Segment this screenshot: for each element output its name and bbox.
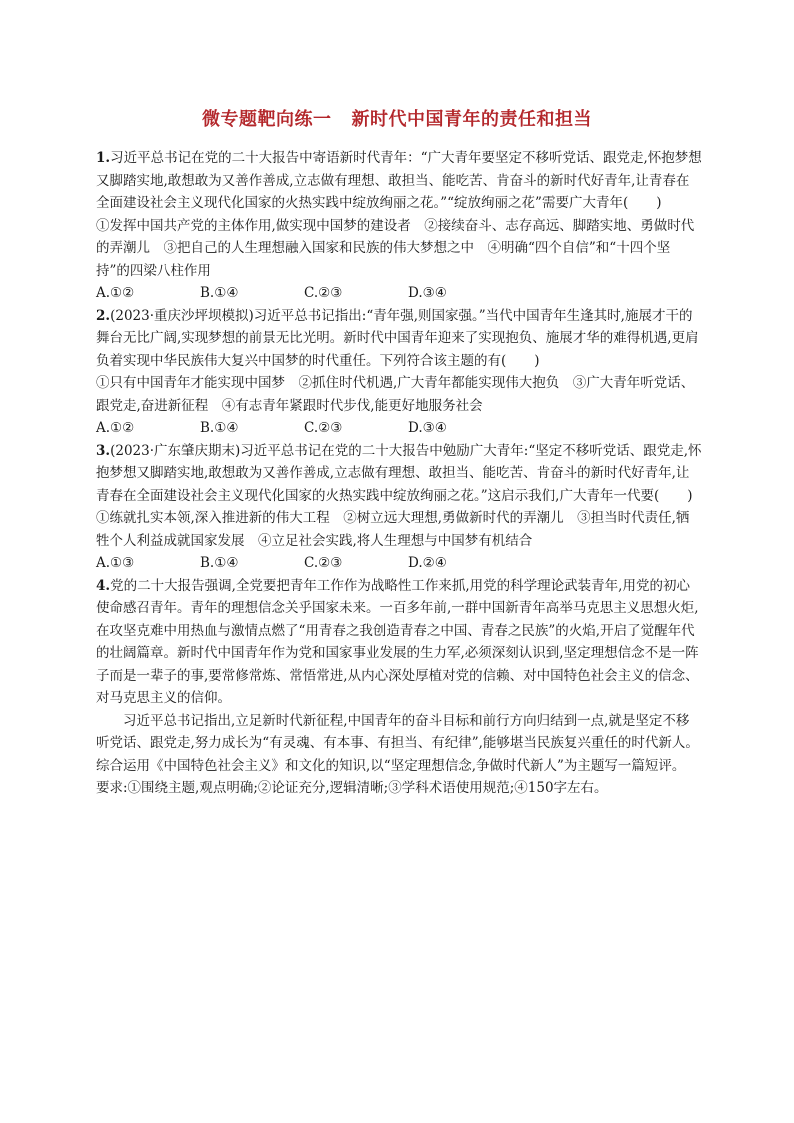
title-series: 微专题靶向练一 [202, 109, 332, 130]
question-number: 2. [96, 307, 111, 324]
question-number: 1. [96, 150, 111, 166]
choice-a: A.①② [96, 420, 135, 436]
material-paragraph-1: 4.党的二十大报告强调,全党要把青年工作作为战略性工作来抓,用党的科学理论武装青年,用党的初心使命感召青年。青年的理想信念关乎国家未来。一百多年前,一群中国新青年高举马克思主义思想火炬,在攻坚克难中用热血与激情点燃了“用青春之我创造青春之中国、青春之民族”的火焰,开启了觉醒年代的壮阔篇章。新时代中国青年作为党和国家事业发展的生力军,必须深刻认识到,坚定理想信念不是一阵子而是一辈子的事,要常修常炼、常悟常进,从内心深处厚植对党的信赖、对中国特色社会主义的信念、对马克思主义的信仰。 [96, 577, 699, 706]
choice-d: D.③④ [408, 285, 447, 301]
question-1 [96, 147, 702, 305]
choice-d: D.②④ [408, 555, 447, 571]
choice-c: C.②③ [304, 420, 343, 436]
answer-choices [96, 282, 702, 305]
title-topic: 新时代中国青年的责任和担当 [351, 109, 592, 130]
choice-c: C.②③ [304, 555, 343, 571]
question-list [96, 147, 702, 800]
question-options: ①只有中国青年才能实现中国梦 ②抓住时代机遇,广大青年都能实现伟大抱负 ③广大青年听党话、跟党走,奋进新征程 ④有志青年紧跟时代步伐,能更好地服务社会 [96, 375, 695, 414]
question-2 [96, 305, 702, 440]
material-paragraph-2: 习近平总书记指出,立足新时代新征程,中国青年的奋斗目标和前行方向归结到一点,就是坚定不移听党话、跟党走,努力成长为“有灵魂、有本事、有担当、有纪律”,能够堪当民族复兴重任的时代新人。 [96, 712, 699, 751]
question-number: 3. [96, 442, 111, 459]
writing-requirements: 要求:①围绕主题,观点明确;②论证充分,逻辑清晰;③学科术语使用规范;④150字左右。 [96, 780, 608, 796]
page-title [0, 105, 794, 135]
choice-b: B.①④ [200, 285, 239, 301]
choice-b: B.①④ [200, 420, 239, 436]
question-stem: 1.习近平总书记在党的二十大报告中寄语新时代青年：“广大青年要坚定不移听党话、跟党走,怀抱梦想又脚踏实地,敢想敢为又善作善成,立志做有理想、敢担当、能吃苦、肯奋斗的新时代好青年,让青春在全面建设社会主义现代化国家的火热实践中绽放绚丽之花。”“绽放绚丽之花”需要广大青年( ) [96, 150, 702, 211]
choice-a: A.①② [96, 285, 135, 301]
choice-a: A.①③ [96, 555, 135, 571]
writing-task: 综合运用《中国特色社会主义》和文化的知识,以“坚定理想信念,争做时代新人”为主题写一篇短评。 [96, 757, 686, 774]
question-stem: 2.(2023·重庆沙坪坝模拟)习近平总书记指出:“青年强,则国家强。”当代中国青年生逢其时,施展才干的舞台无比广阔,实现梦想的前景无比光明。新时代中国青年迎来了实现抱负、施展才华的难得机遇,更肩负着实现中华民族伟大复兴中国梦的时代重任。下列符合该主题的有( ) [96, 307, 699, 369]
question-stem: 3.(2023·广东肇庆期末)习近平总书记在党的二十大报告中勉励广大青年:“坚定不移听党话、跟党走,怀抱梦想又脚踏实地,敢想敢为又善作善成,立志做有理想、敢担当、能吃苦、肯奋斗的新时代好青年,让青春在全面建设社会主义现代化国家的火热实践中绽放绚丽之花。”这启示我们,广大青年一代要( ) [96, 442, 702, 504]
answer-choices [96, 552, 702, 575]
question-options: ①发挥中国共产党的主体作用,做实现中国梦的建设者 ②接续奋斗、志存高远、脚踏实地、勇做时代的弄潮儿 ③把自己的人生理想融入国家和民族的伟大梦想之中 ④明确“四个自信”和“十四个坚持”的四梁八柱作用 [96, 217, 695, 279]
question-4 [96, 575, 702, 800]
choice-d: D.③④ [408, 420, 447, 436]
question-options: ①练就扎实本领,深入推进新的伟大工程 ②树立远大理想,勇做新时代的弄潮儿 ③担当时代责任,牺牲个人利益成就国家发展 ④立足社会实践,将人生理想与中国梦有机结合 [96, 510, 690, 549]
question-number: 4. [96, 577, 111, 594]
choice-c: C.②③ [304, 285, 343, 301]
question-3 [96, 440, 702, 575]
answer-choices [96, 417, 702, 440]
choice-b: B.①④ [200, 555, 239, 571]
